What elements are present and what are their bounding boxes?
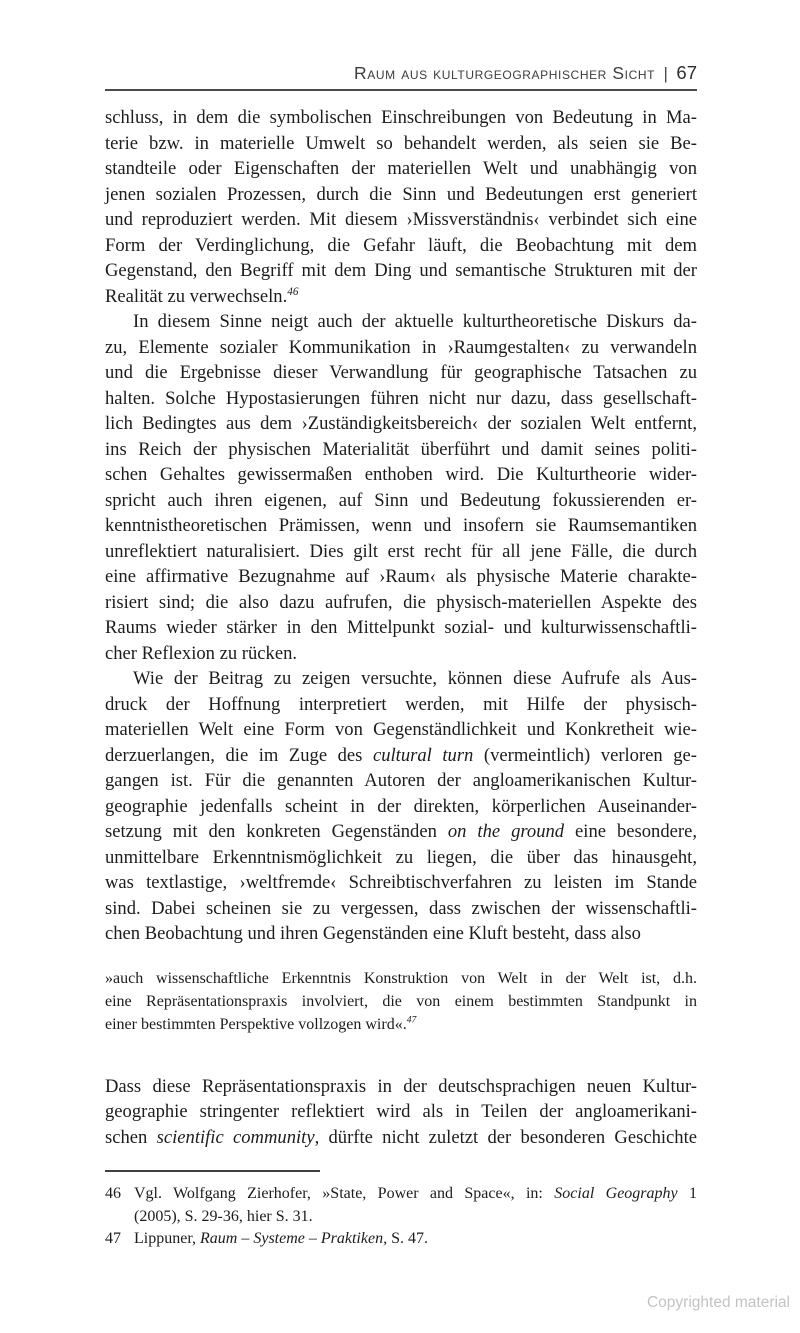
text-line	[105, 768, 697, 794]
text-segment: setzung mit den konkreten Gegenständen	[105, 821, 448, 842]
text-segment: eine Repräsentationspraxis involviert, die von einem bestimmten Standpunkt in	[105, 992, 697, 1010]
footnotes-list	[105, 1183, 697, 1251]
footnote	[105, 1183, 697, 1228]
text-segment: Realität zu verwechseln.	[105, 285, 288, 307]
text-line	[105, 692, 697, 718]
paragraph	[105, 105, 697, 309]
text-segment: schen	[105, 1126, 157, 1148]
text-line	[105, 513, 697, 539]
text-line	[105, 284, 697, 310]
text-segment: einer bestimmten Perspektive vollzogen wird«.	[105, 1015, 407, 1033]
text-segment: Gegenstand, den Begriff mit dem Ding und semantische Strukturen mit der	[105, 260, 697, 281]
text-segment: unmittelbare Erkenntnismöglichkeit zu liegen, die über das hinausgeht,	[105, 846, 697, 868]
text-segment: eine besondere,	[564, 821, 697, 842]
text-segment: und die Ergebnisse dieser Verwandlung für geographische Tatsachen zu	[105, 362, 697, 383]
text-segment: eine affirmative Bezugnahme auf ›Raum‹ als physische Materie charakte-	[105, 566, 697, 587]
text-line	[134, 1228, 697, 1251]
text-segment: cher Reflexion zu rücken.	[105, 642, 298, 664]
text-segment: derzuerlangen, die im Zuge des	[105, 744, 373, 766]
text-line	[105, 105, 697, 131]
text-line	[105, 845, 697, 871]
text-line	[105, 641, 697, 667]
text-segment: »auch wissenschaftliche Erkenntnis Konstruktion von Welt in der Welt ist, d.h.	[105, 969, 697, 987]
text-segment: Raums wieder stärker in den Mittelpunkt sozial- und kulturwissenschaftli-	[105, 617, 697, 638]
text-line	[105, 182, 697, 208]
text-line	[105, 870, 697, 896]
italic-text: Raum – Systeme – Praktiken,	[200, 1230, 388, 1247]
text-segment: jenen sozialen Prozessen, durch die Sinn und Bedeutungen erst generiert	[105, 183, 697, 205]
text-segment: gangen ist. Für die genannten Autoren der angloamerikanischen Kultur-	[105, 770, 697, 791]
running-head-title: Raum aus kulturgeographischer Sicht	[354, 63, 656, 83]
header-rule	[105, 89, 697, 91]
italic-text: on the ground	[447, 821, 565, 842]
text-segment: chen Beobachtung und ihren Gegenständen eine Kluft besteht, dass also	[105, 923, 641, 944]
text-line	[105, 717, 697, 743]
page-number: 67	[676, 62, 697, 83]
block-quote	[105, 967, 697, 1036]
text-line	[105, 794, 697, 820]
body-text	[105, 105, 697, 1150]
text-line	[105, 743, 697, 769]
text-block	[105, 62, 697, 1251]
text-line	[105, 819, 697, 845]
text-line	[105, 258, 697, 284]
text-line	[105, 309, 697, 335]
text-line	[105, 1013, 697, 1036]
paragraph	[105, 666, 697, 947]
text-line	[105, 386, 697, 412]
footnote-ref: 47	[406, 1014, 417, 1026]
text-line	[105, 411, 697, 437]
text-segment: Dass diese Repräsentationspraxis in der deutschsprachigen neuen Kultur-	[105, 1075, 697, 1097]
text-line	[105, 437, 697, 463]
text-segment: sind. Dabei scheinen sie zu vergessen, dass zwischen der wissenschaftli-	[105, 897, 697, 919]
text-segment: , dürfte nicht zuletzt der besonderen Geschichte	[314, 1126, 697, 1148]
text-line	[105, 233, 697, 259]
footnote-text	[134, 1183, 697, 1228]
text-line	[105, 156, 697, 182]
text-line	[105, 990, 697, 1013]
text-line	[105, 590, 697, 616]
text-line	[105, 131, 697, 157]
text-line	[134, 1206, 697, 1229]
italic-text: Social Geography	[554, 1185, 678, 1202]
text-segment: schluss, in dem die symbolischen Einschreibungen von Bedeutung in Ma-	[105, 107, 697, 128]
text-segment: ins Reich der physischen Materialität überführt und damit seines politi-	[105, 438, 697, 460]
italic-text: cultural turn	[372, 744, 474, 766]
text-line	[105, 921, 697, 947]
text-segment: und reproduziert werden. Mit diesem ›Missverständnis‹ verbindet sich eine	[105, 209, 697, 230]
paragraph	[105, 1074, 697, 1151]
text-segment: zu, Elemente sozialer Kommunikation in ›Raumgestalten‹ zu verwandeln	[105, 336, 697, 358]
text-line	[105, 539, 697, 565]
running-head	[105, 62, 697, 89]
text-segment: materiellen Welt eine Form von Gegenständlichkeit und Konkretheit wie-	[105, 719, 697, 740]
text-line	[105, 615, 697, 641]
running-head-divider: |	[663, 64, 668, 83]
text-line	[105, 1125, 697, 1151]
text-line	[105, 1099, 697, 1125]
footnote-separator	[105, 1170, 320, 1172]
footnote-number: 46	[105, 1185, 121, 1202]
text-segment: halten. Solche Hypostasierungen führen nicht nur dazu, dass gesellschaft-	[105, 387, 697, 409]
text-line	[105, 207, 697, 233]
text-segment: 1	[677, 1185, 698, 1202]
footnote-text	[134, 1228, 697, 1251]
text-segment: standteile oder Eigenschaften der materiellen Welt und unabhängig von	[105, 158, 697, 179]
text-line	[105, 564, 697, 590]
text-line	[105, 1074, 697, 1100]
footnote	[105, 1228, 697, 1251]
text-line	[105, 462, 697, 488]
text-segment: schen Gehaltes gewissermaßen enthoben wird. Die Kulturtheorie wider-	[105, 464, 697, 485]
text-segment: was textlastige, ›weltfremde‹ Schreibtischverfahren zu leisten im Stande	[105, 872, 697, 893]
italic-text: scientific community	[156, 1126, 315, 1148]
text-line	[105, 666, 697, 692]
text-segment: S. 47.	[387, 1230, 428, 1247]
text-line	[134, 1183, 697, 1206]
footnote-number: 47	[105, 1230, 121, 1247]
footnote-ref: 46	[287, 285, 299, 298]
text-segment: (2005), S. 29-36, hier S. 31.	[134, 1207, 313, 1225]
text-segment: terie bzw. in materielle Umwelt so behandelt werden, als seien sie Be-	[105, 132, 697, 154]
copyright-watermark: Copyrighted material	[646, 1294, 790, 1311]
text-segment: (vermeintlich) verloren ge-	[473, 744, 697, 766]
text-line	[105, 360, 697, 386]
paragraph	[105, 309, 697, 666]
text-segment: Lippuner,	[134, 1230, 201, 1247]
text-segment: druck der Hoffnung interpretiert werden, mit Hilfe der physisch-	[105, 693, 697, 715]
text-line	[105, 967, 697, 990]
text-segment: risiert sind; die also dazu aufrufen, die physisch-materiellen Aspekte des	[105, 591, 697, 613]
text-segment: spricht auch ihren eigenen, auf Sinn und Bedeutung fokussierenden er-	[105, 489, 697, 511]
text-segment: geographie jedenfalls scheint in der direkten, körperlichen Auseinander-	[105, 795, 697, 817]
text-line	[105, 335, 697, 361]
text-segment: Vgl. Wolfgang Zierhofer, »State, Power and Space«, in:	[134, 1185, 555, 1202]
text-segment: lich Bedingtes aus dem ›Zuständigkeitsbereich‹ der sozialen Welt entfernt,	[105, 413, 697, 434]
text-segment: Form der Verdinglichung, die Gefahr läuft, die Beobachtung mit dem	[105, 234, 697, 256]
text-segment: kenntnistheoretischen Prämissen, wenn und insofern sie Raumsemantiken	[105, 515, 697, 536]
text-line	[105, 488, 697, 514]
text-segment: Wie der Beitrag zu zeigen versuchte, können diese Aufrufe als Aus-	[133, 668, 697, 689]
text-segment: In diesem Sinne neigt auch der aktuelle kulturtheoretische Diskurs da-	[133, 311, 697, 332]
text-segment: geographie stringenter reflektiert wird als in Teilen der angloamerikani-	[105, 1101, 697, 1122]
text-segment: unreflektiert naturalisiert. Dies gilt erst recht für all jene Fälle, die durch	[105, 540, 697, 562]
text-line	[105, 896, 697, 922]
